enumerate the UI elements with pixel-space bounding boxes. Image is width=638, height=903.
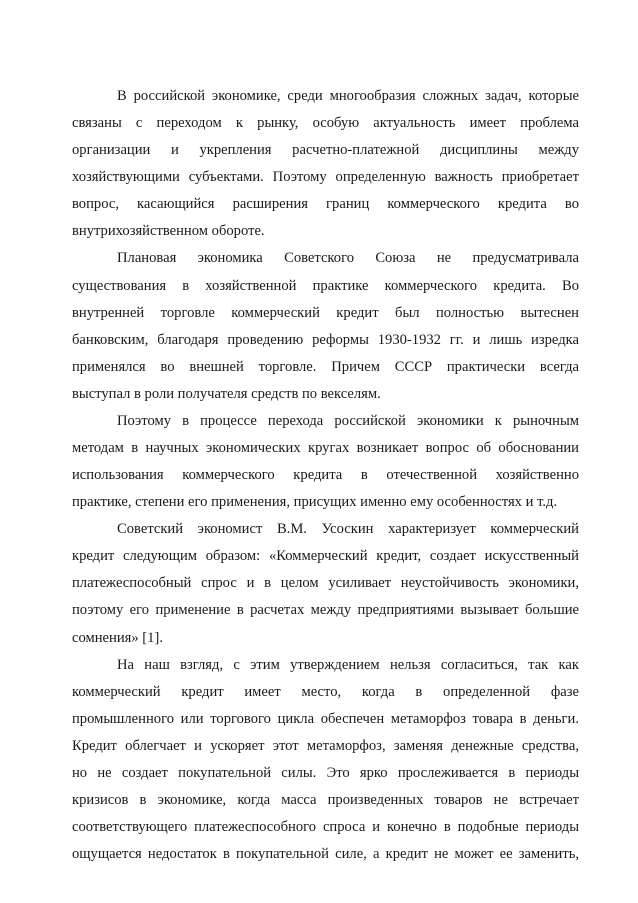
text-line: Поэтому в процессе перехода российской экономики к рыночным xyxy=(117,412,579,429)
text-line: организации и укрепления расчетно-платежной дисциплины между xyxy=(72,142,579,159)
text-line: соответствующего платежеспособного спроса и конечно в подобные периоды xyxy=(72,819,579,836)
text-line: связаны с переходом к рынку, особую актуальность имеет проблема xyxy=(72,115,579,132)
text-line: Советский экономист В.М. Усоскин характеризует коммерческий xyxy=(117,521,579,538)
text-line: Плановая экономика Советского Союза не предусматривала xyxy=(117,250,579,267)
text-line: внутрихозяйственном обороте. xyxy=(72,223,265,240)
text-line: банковским, благодаря проведению реформы 1930-1932 гг. и лишь изредка xyxy=(72,331,579,348)
text-line: сомнения» [1]. xyxy=(72,629,163,646)
text-line: промышленного или торгового цикла обеспечен метаморфоз товара в деньги. xyxy=(72,710,579,727)
text-line: выступал в роли получателя средств по векселям. xyxy=(72,385,381,402)
text-line: применялся во внешней торговле. Причем СССР практически всегда xyxy=(72,358,579,375)
text-line: практике, степени его применения, присущих именно ему особенностях и т.д. xyxy=(72,494,558,511)
body-text xyxy=(72,83,579,868)
text-line: Кредит облегчает и ускоряет этот метаморфоз, заменяя денежные средства, xyxy=(72,737,579,754)
text-line: существования в хозяйственной практике коммерческого кредита. Во xyxy=(72,277,579,294)
text-line: На наш взгляд, с этим утверждением нельзя согласиться, так как xyxy=(117,656,579,673)
text-line: платежеспособный спрос и в целом усиливает неустойчивость экономики, xyxy=(72,575,579,592)
text-line: использования коммерческого кредита в отечественной хозяйственно xyxy=(72,467,579,484)
text-line: В российской экономике, среди многообразия сложных задач, которые xyxy=(117,88,579,104)
text-line: поэтому его применение в расчетах между предприятиями вызывает большие xyxy=(72,602,579,619)
text-line: вопрос, касающийся расширения границ коммерческого кредита во xyxy=(72,196,579,213)
text-line: внутренней торговле коммерческий кредит был полностью вытеснен xyxy=(72,304,579,321)
text-line: кредит следующим образом: «Коммерческий кредит, создает искусственный xyxy=(72,548,579,565)
text-line: хозяйствующими субъектами. Поэтому определенную важность приобретает xyxy=(72,169,579,186)
text-line: ощущается недостаток в покупательной силе, а кредит не может ее заменить, xyxy=(72,846,579,863)
text-line: кризисов в экономике, когда масса произведенных товаров не встречает xyxy=(72,792,579,809)
text-line: методам в научных экономических кругах возникает вопрос об обосновании xyxy=(72,440,579,457)
text-line: но не создает покупательной силы. Это ярко прослеживается в периоды xyxy=(72,764,579,781)
text-line: коммерческий кредит имеет место, когда в определенной фазе xyxy=(72,683,579,700)
